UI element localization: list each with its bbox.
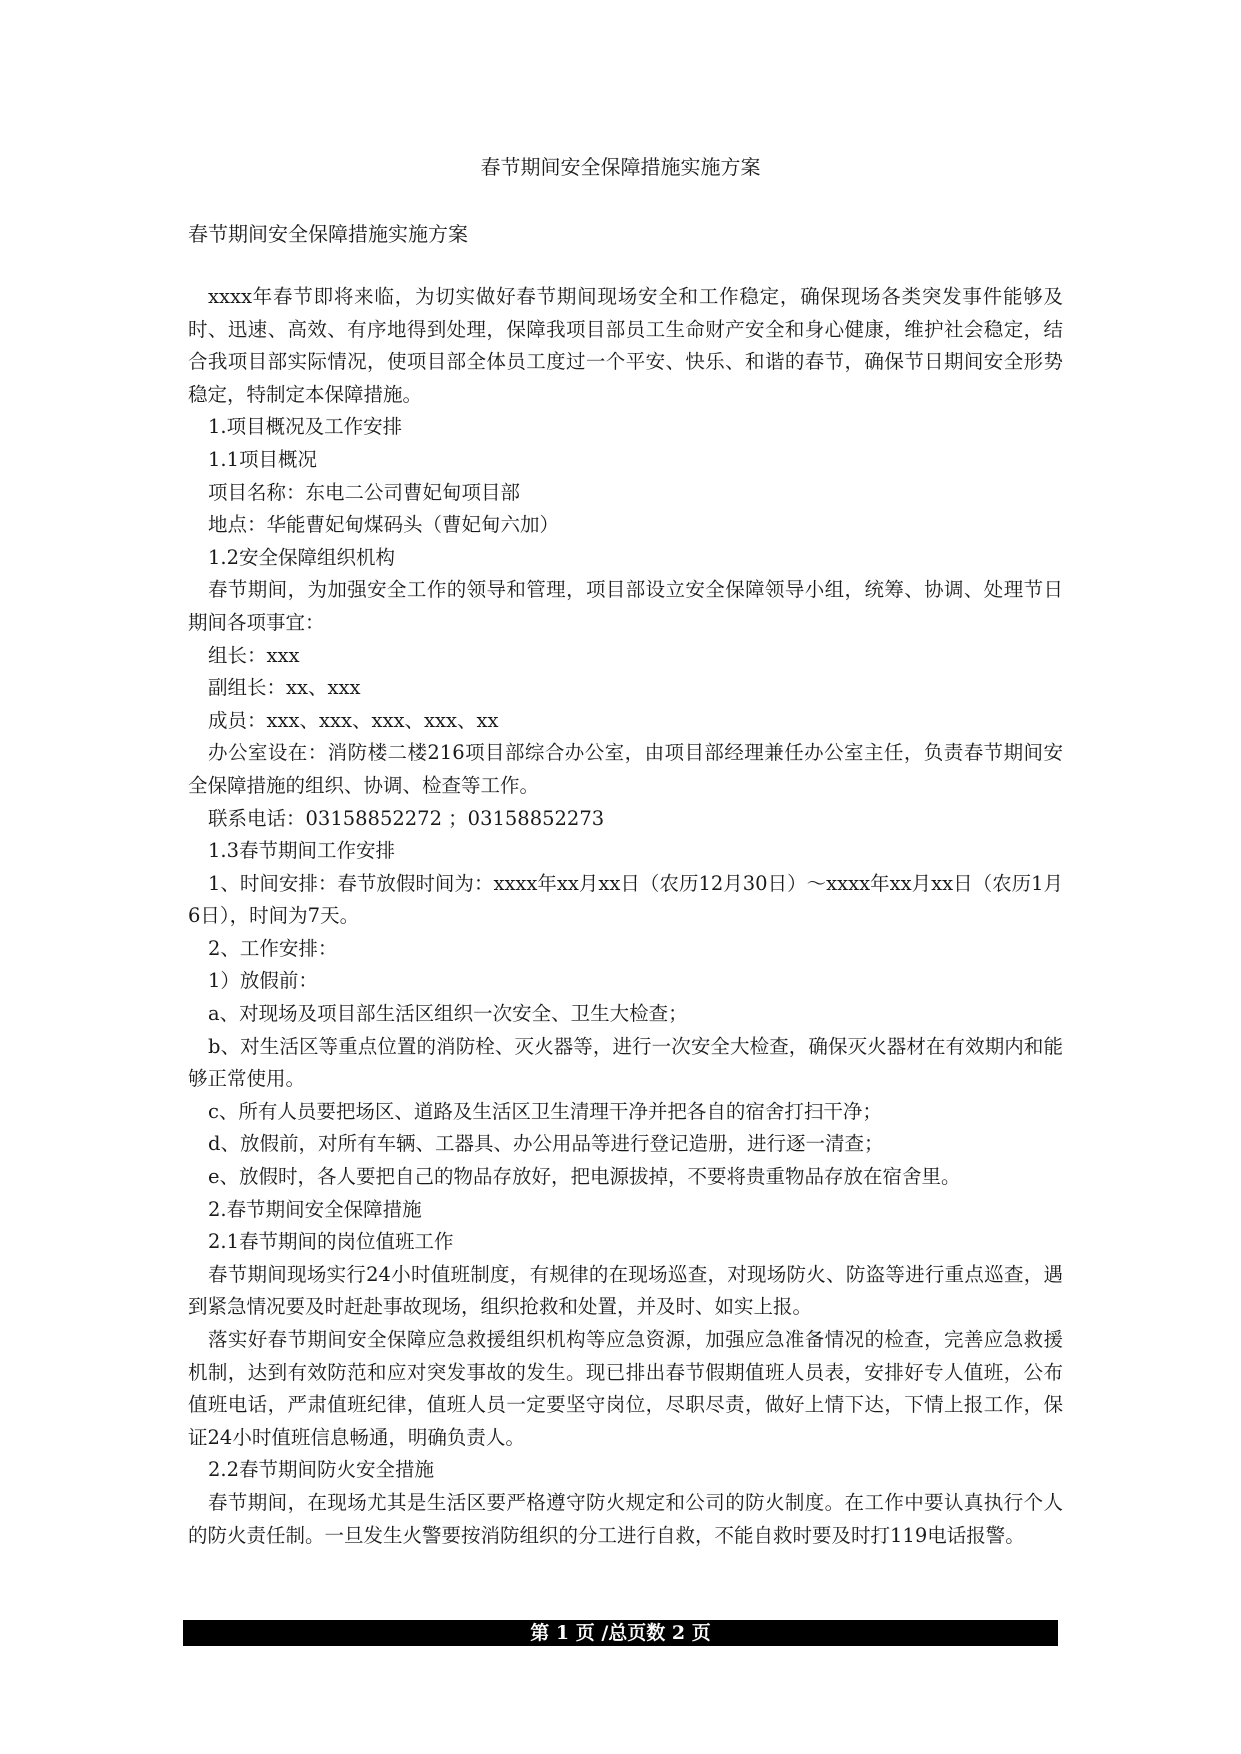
- paragraph: e、放假时，各人要把自己的物品存放好，把电源拔掉，不要将贵重物品存放在宿舍里。: [208, 1165, 961, 1189]
- paragraph: 1.1项目概况: [208, 447, 318, 471]
- paragraph: 1.2安全保障组织机构: [208, 545, 396, 569]
- paragraph: 春节期间，在现场尤其是生活区要严格遵守防火规定和公司的防火制度。在工作中要认真执行个人的防火责任制。一旦发生火警要按消防组织的分工进行自救，不能自救时要及时打119电话报警。: [188, 1490, 1063, 1547]
- page-title: 春节期间安全保障措施实施方案: [480, 155, 761, 179]
- paragraph: 成员：xxx、xxx、xxx、xxx、xx: [208, 708, 499, 732]
- paragraph: 1、时间安排：春节放假时间为：xxxx年xx月xx日（农历12月30日）～xxxx年xx月xx日（农历1月6日），时间为7天。: [188, 871, 1063, 928]
- paragraph: 组长：xxx: [208, 643, 300, 667]
- paragraph: d、放假前，对所有车辆、工器具、办公用品等进行登记造册，进行逐一清查；: [208, 1132, 884, 1156]
- paragraph: 联系电话：03158852272 ；03158852273: [208, 806, 605, 830]
- paragraph: 1.项目概况及工作安排: [208, 415, 403, 439]
- document-body: [188, 281, 1063, 1552]
- paragraph: 副组长：xx、xxx: [208, 676, 361, 700]
- paragraph: 2、工作安排：: [208, 936, 338, 960]
- paragraph: 春节期间，为加强安全工作的领导和管理，项目部设立安全保障领导小组，统筹、协调、处理节日期间各项事宜：: [188, 578, 1063, 634]
- paragraph: c、所有人员要把场区、道路及生活区卫生清理干净并把各自的宿舍打扫干净；: [208, 1099, 882, 1123]
- paragraph: 办公室设在：消防楼二楼216项目部综合办公室，由项目部经理兼任办公室主任，负责春节期间安全保障措施的组织、协调、检查等工作。: [188, 741, 1063, 797]
- paragraph: 项目名称：东电二公司曹妃甸项目部: [208, 480, 521, 504]
- paragraph: 落实好春节期间安全保障应急救援组织机构等应急资源，加强应急准备情况的检查，完善应急救援机制，达到有效防范和应对突发事故的发生。现已排出春节假期值班人员表，安排好专人值班，公布值班电话，严肃值班纪律，值班人员一定要坚守岗位，尽职尽责，做好上情下达，下情上报工作，保证24小时值班信息畅通，明确负责人。: [188, 1328, 1063, 1449]
- paragraph: 2.1春节期间的岗位值班工作: [208, 1230, 454, 1254]
- paragraph: 1.3春节期间工作安排: [208, 839, 396, 863]
- paragraph: 1）放假前：: [208, 969, 318, 993]
- paragraph: 地点：华能曹妃甸煤码头（曹妃甸六加）: [208, 513, 560, 537]
- paragraph: xxxx年春节即将来临，为切实做好春节期间现场安全和工作稳定，确保现场各类突发事件能够及时、迅速、高效、有序地得到处理，保障我项目部员工生命财产安全和身心健康，维护社会稳定，结合我项目部实际情况，使项目部全体员工度过一个平安、快乐、和谐的春节，确保节日期间安全形势稳定，特制定本保障措施。: [188, 285, 1063, 406]
- paragraph: 春节期间现场实行24小时值班制度，有规律的在现场巡查，对现场防火、防盗等进行重点巡查，遇到紧急情况要及时赶赴事故现场，组织抢救和处置，并及时、如实上报。: [188, 1262, 1063, 1319]
- paragraph: 2.春节期间安全保障措施: [208, 1197, 422, 1221]
- paragraph: b、对生活区等重点位置的消防栓、灭火器等，进行一次安全大检查，确保灭火器材在有效期内和能够正常使用。: [188, 1034, 1063, 1091]
- paragraph: 2.2春节期间防火安全措施: [208, 1458, 435, 1482]
- page-footer: 第 1 页 /总页数 2 页: [183, 1620, 1058, 1646]
- document-heading: 春节期间安全保障措施实施方案: [188, 222, 468, 246]
- paragraph: a、对现场及项目部生活区组织一次安全、卫生大检查；: [208, 1002, 688, 1026]
